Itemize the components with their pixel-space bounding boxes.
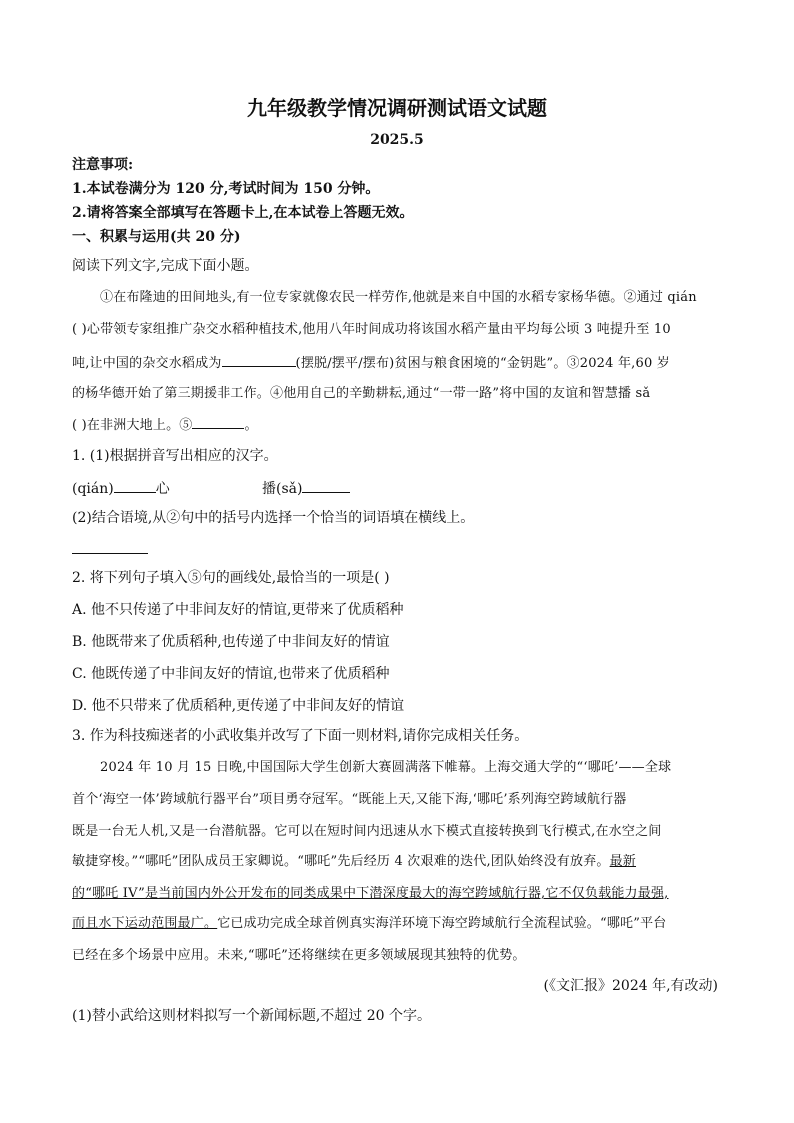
passage1-line1: ①在布隆迪的田间地头,有一位专家就像农民一样劳作,他就是来自中国的水稻专家杨华德。②通过 qián xyxy=(100,290,697,305)
passage1-line5-start: ( )在非洲大地上。⑤ xyxy=(72,418,193,433)
answer-blank-qian[interactable] xyxy=(114,478,156,493)
passage2-line3: 既是一台无人机,又是一台潜航器。它可以在短时间内迅速从水下模式直接转换到飞行模式,在水空之间 xyxy=(72,824,662,839)
passage2-line6 xyxy=(72,914,667,934)
question-3-part-1: (1)替小武给这则材料拟写一个新闻标题,不超过 20 个字。 xyxy=(72,1008,431,1024)
passage1-line5 xyxy=(72,414,258,436)
passage1-line3-end: (摆脱/摆平/摆布)贫困与粮食困境的“金钥匙”。③2024 年,60 岁 xyxy=(295,356,670,371)
answer-line[interactable] xyxy=(72,553,148,554)
passage2-line6-end: 它已成功完成全球首例真实海洋环境下海空跨域航行全流程试验。“哪吒”平台 xyxy=(217,916,667,931)
question-1-pinyin-row xyxy=(72,478,170,499)
passage2-line2: 首个‘海空一体’跨域航行器平台”项目勇夺冠军。“既能上天,又能下海,‘哪吒’系列海空跨域航行器 xyxy=(72,792,627,807)
question-1: 1. (1)根据拼音写出相应的汉字。 xyxy=(72,448,278,464)
pinyin-sa: 播(sǎ) xyxy=(262,481,303,497)
option-a[interactable]: A. 他不只传递了中非间友好的情谊,更带来了优质稻种 xyxy=(72,602,404,618)
source-citation: (《文汇报》2024 年,有改动) xyxy=(543,978,718,994)
question-1-part-2: (2)结合语境,从②句中的括号内选择一个恰当的词语填在横线上。 xyxy=(72,510,475,526)
notice-item-1: 1.本试卷满分为 120 分,考试时间为 150 分钟。 xyxy=(72,181,380,197)
underlined-sentence: 的“哪吒 IV”是当前国内外公开发布的同类成果中下潜深度最大的海空跨域航行器,它不仅负载能力最强, xyxy=(72,886,669,901)
passage2-line1: 2024 年 10 月 15 日晚,中国国际大学生创新大赛圆满落下帷幕。上海交通大学的“‘哪吒’——全球 xyxy=(100,760,672,775)
sentence5-blank[interactable] xyxy=(192,414,244,429)
question-3: 3. 作为科技痴迷者的小武收集并改写了下面一则材料,请你完成相关任务。 xyxy=(72,728,529,744)
notice-item-2: 2.请将答案全部填写在答题卡上,在本试卷上答题无效。 xyxy=(72,205,414,221)
passage1-line2: ( )心带领专家组推广杂交水稻种植技术,他用八年时间成功将该国水稻产量由平均每公顷 3 吨提升至 10 xyxy=(72,322,671,337)
question-2: 2. 将下列句子填入⑤句的画线处,最恰当的一项是( ) xyxy=(72,570,390,586)
fill-blank[interactable] xyxy=(222,352,296,367)
passage2-line7: 已经在多个场景中应用。未来,“哪吒”还将继续在更多领域展现其独特的优势。 xyxy=(72,948,526,963)
passage2-line4 xyxy=(72,852,636,872)
underlined-sentence-end: 而且水下运动范围最广。 xyxy=(72,916,218,931)
passage2-line4-start: 敏捷穿梭。”“哪吒”团队成员王家卿说。“哪吒”先后经历 4 次艰难的迭代,团队始终没有放弃。 xyxy=(72,854,610,869)
underlined-sentence-start: 最新 xyxy=(609,854,637,869)
pinyin-qian-tail: 心 xyxy=(155,481,170,497)
passage1-line3 xyxy=(72,352,670,374)
section-heading-1: 一、积累与运用(共 20 分) xyxy=(72,229,241,245)
exam-date: 2025.5 xyxy=(370,132,424,148)
passage1-line3-start: 吨,让中国的杂交水稻成为 xyxy=(72,356,222,371)
option-c[interactable]: C. 他既传递了中非间友好的情谊,也带来了优质稻种 xyxy=(72,666,390,682)
passage1-line4: 的杨华德开始了第三期援非工作。④他用自己的辛勤耕耘,通过“一带一路”将中国的友谊和智慧播 sǎ xyxy=(72,386,651,401)
reading-instruction: 阅读下列文字,完成下面小题。 xyxy=(72,258,259,274)
notice-heading: 注意事项: xyxy=(72,157,134,173)
answer-blank-sa[interactable] xyxy=(302,478,350,493)
question-1-pinyin-row-b xyxy=(262,478,350,499)
passage1-line5-end: 。 xyxy=(244,418,258,433)
option-b[interactable]: B. 他既带来了优质稻种,也传递了中非间友好的情谊 xyxy=(72,634,390,650)
pinyin-qian: (qián) xyxy=(72,481,114,497)
exam-title: 九年级教学情况调研测试语文试题 xyxy=(247,96,547,120)
option-d[interactable]: D. 他不只带来了优质稻种,更传递了中非间友好的情谊 xyxy=(72,698,405,714)
